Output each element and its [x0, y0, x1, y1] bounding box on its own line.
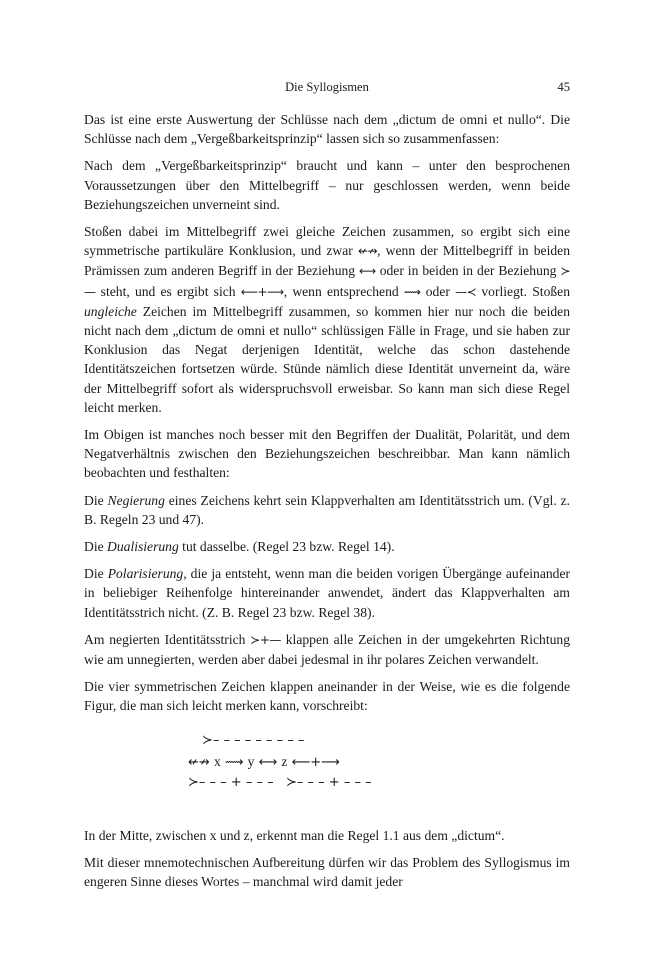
- running-title: Die Syllogismen: [285, 80, 369, 94]
- figure-bottom-row: [188, 774, 372, 792]
- paragraph-1: Das ist eine erste Auswertung der Schlüsse nach dem „dictum de omni et nullo“. Die Schlüsse nach dem „Vergeßbarkeitsprinzip“ lassen sich so zusammenfassen:: [84, 112, 570, 147]
- figure-symbol-2: ⟿: [224, 754, 244, 770]
- emphasis-negierung: Negierung: [107, 492, 165, 508]
- symbol-double-arrow: ⟷: [359, 264, 376, 279]
- paragraph-9: Die vier symmetrischen Zeichen klappen aneinander in der Weise, wie es die folgende Figur, die man sich leicht merken kann, vorschreibt:: [84, 679, 570, 714]
- symbol-negated-double-arrow: ⟵+⟶: [240, 284, 284, 299]
- paragraph-7: Die Polarisierung, die ja entsteht, wenn man die beiden vorigen Übergänge aufeinander in beliebiger Reihenfolge hintereinander anwendet, ändert das Klappverhalten am Identitätsstrich nicht. (Z. B. Regel 23 bzw. Regel 38).: [84, 566, 571, 620]
- emphasis-ungleiche: ungleiche: [84, 303, 137, 319]
- running-head: [84, 80, 570, 98]
- figure-bottom-left: ≻– – – + – – –: [188, 774, 274, 790]
- figure-top-row: ≻– – – – – – – – –: [202, 732, 305, 748]
- figure-symbol-3: ⟷: [258, 754, 278, 770]
- paragraph-11: Mit dieser mnemotechnischen Aufbereitung dürfen wir das Problem des Syllogismus im engeren Sinne dieses Wortes – manchmal wird damit jeder: [84, 854, 570, 890]
- paragraph-6: Die Dualisierung tut dasselbe. (Regel 23 bzw. Regel 14).: [84, 539, 395, 555]
- paragraph-10: In der Mitte, zwischen x und z, erkennt man die Regel 1.1 aus dem „dictum“.: [84, 827, 505, 843]
- figure-label-x: x: [213, 753, 221, 769]
- figure-label-z: z: [281, 753, 288, 769]
- paragraph-2: Nach dem „Vergeßbarkeitsprinzip“ braucht und kann – unter den besprochenen Voraussetzungen über den Mittelbegriff – nur geschlossen werden, wenn beide Beziehungszeichen unverneint sind.: [84, 158, 570, 212]
- body-text: [84, 110, 570, 891]
- paragraph-4: Im Obigen ist manches noch besser mit den Begriffen der Dualität, Polarität, und dem Negatverhältnis zwischen den Beziehungszeichen beschreibbar. Man kann nämlich beobachten und festhalten:: [84, 427, 570, 481]
- emphasis-polarisierung: Polarisierung: [107, 566, 184, 582]
- symbol-identity-left: —≺: [455, 284, 477, 299]
- symbol-negated-symmetric: ↚↛: [357, 244, 378, 259]
- book-page: [84, 80, 570, 899]
- figure-symbol-1: ↚↛: [188, 754, 210, 770]
- mnemonic-figure: [84, 732, 570, 796]
- page-number: 45: [557, 80, 570, 94]
- paragraph-5: Die Negierung eines Zeichens kehrt sein Klappverhalten am Identitätsstrich um. (Vgl. z. B. Regeln 23 und 47).: [84, 492, 571, 527]
- figure-symbol-4: ⟵+⟶: [291, 754, 340, 770]
- paragraph-3: Stoßen dabei im Mittelbegriff zwei gleiche Zeichen zusammen, so ergibt sich eine symmetrische partikuläre Konklusion, und zwar ↚↛, wenn der Mittelbegriff in beiden Prämissen zum anderen Begriff in der Beziehung ⟷ oder in beiden in der Beziehung ≻— steht, und es ergibt sich ⟵+⟶, wenn entsprechend ⟿ oder —≺ vorliegt. Stoßen ungleiche Zeichen im Mittelbegriff zusammen, so kommen hier nur noch die beiden nicht nach dem „dictum de omni et nullo“ schlüssigen Fälle in Frage, und sie haben zur Konklusion das Negat derjenigen Identität, welche das schon dastehende Identitätszeichen fortsetzen würde. Stünde nämlich diese Identität unverneint da, wäre der Mittelbegriff sofort als widerspruchsvoll erweisbar. So kann man sich diese Regel leicht merken.: [84, 224, 570, 415]
- paragraph-8: Am negierten Identitätsstrich ≻+— klappen alle Zeichen in der umgekehrten Richtung wie am unnegierten, werden aber dabei jedesmal in ihr polares Zeichen verwandelt.: [84, 631, 570, 668]
- emphasis-dualisierung: Dualisierung: [107, 539, 179, 555]
- figure-bottom-right: ≻– – – + – – –: [286, 774, 372, 790]
- figure-label-y: y: [247, 753, 255, 769]
- symbol-wave-arrow: ⟿: [403, 284, 421, 299]
- symbol-identity-right: ≻—: [84, 264, 570, 299]
- figure-middle-row: [188, 753, 340, 772]
- symbol-negated-identity: ≻+—: [250, 632, 281, 647]
